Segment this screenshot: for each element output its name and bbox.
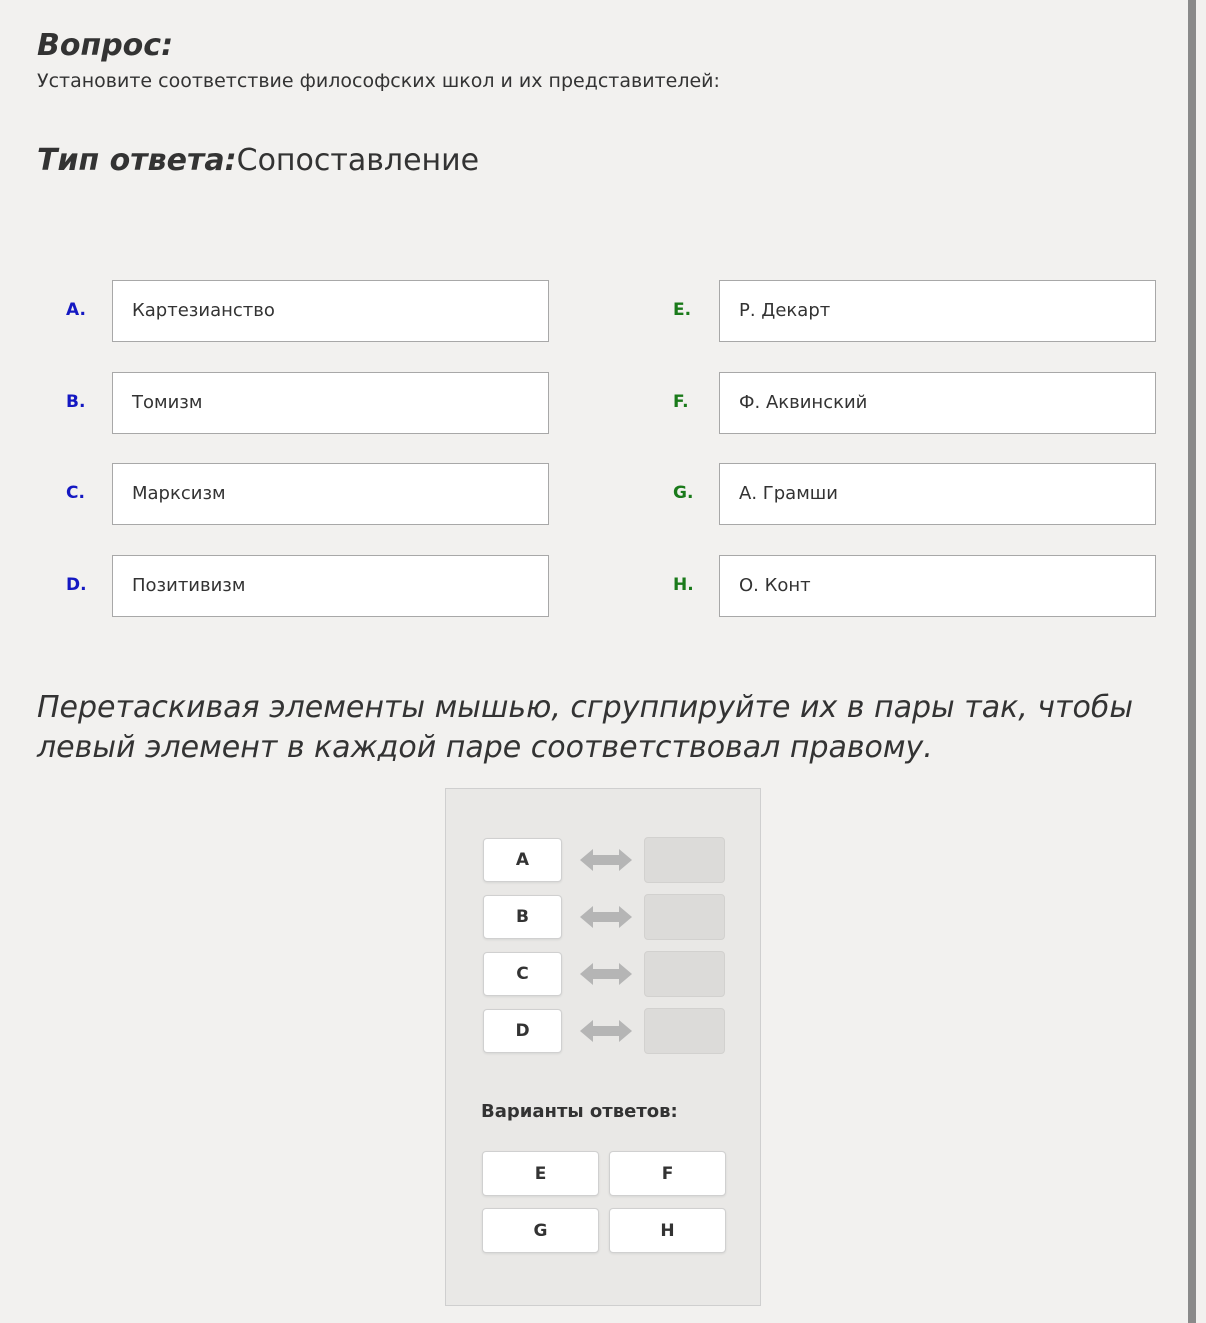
answer-type-value: Сопоставление — [236, 143, 480, 178]
option-text: Марксизм — [132, 483, 226, 504]
option-box — [719, 280, 1156, 342]
pair-drop-slot-b[interactable] — [644, 894, 725, 940]
question-heading: Вопрос: — [37, 28, 174, 63]
option-letter: A. — [66, 300, 86, 320]
answer-chip-g[interactable]: G — [482, 1208, 599, 1253]
question-text: Установите соответствие философских школ и их представителей: — [37, 70, 720, 92]
option-letter: B. — [66, 392, 86, 412]
pair-drop-slot-d[interactable] — [644, 1008, 725, 1054]
option-box — [719, 555, 1156, 617]
option-letter: D. — [66, 575, 87, 595]
answer-type-line — [37, 143, 479, 178]
pair-drop-slot-c[interactable] — [644, 951, 725, 997]
option-letter: C. — [66, 483, 85, 503]
double-arrow-icon — [580, 962, 632, 986]
option-box — [112, 555, 549, 617]
option-text: Картезианство — [132, 300, 275, 321]
option-box — [112, 372, 549, 434]
answer-chip-e[interactable]: E — [482, 1151, 599, 1196]
answers-label: Варианты ответов: — [481, 1101, 678, 1122]
option-text: А. Грамши — [739, 483, 838, 504]
option-letter: H. — [673, 575, 694, 595]
option-text: О. Конт — [739, 575, 811, 596]
option-box — [112, 463, 549, 525]
option-box — [112, 280, 549, 342]
matching-panel — [445, 788, 761, 1306]
answer-type-label: Тип ответа: — [37, 143, 237, 178]
pair-key-d[interactable]: D — [483, 1009, 562, 1053]
answer-chip-f[interactable]: F — [609, 1151, 726, 1196]
option-text: Р. Декарт — [739, 300, 831, 321]
pair-key-a[interactable]: A — [483, 838, 562, 882]
option-letter: E. — [673, 300, 692, 320]
option-text: Томизм — [132, 392, 203, 413]
option-box — [719, 372, 1156, 434]
double-arrow-icon — [580, 905, 632, 929]
answer-chip-h[interactable]: H — [609, 1208, 726, 1253]
pair-drop-slot-a[interactable] — [644, 837, 725, 883]
pair-key-b[interactable]: B — [483, 895, 562, 939]
option-letter: F. — [673, 392, 689, 412]
option-text: Ф. Аквинский — [739, 392, 868, 413]
option-text: Позитивизм — [132, 575, 246, 596]
page-scrollbar[interactable] — [1188, 0, 1196, 1323]
drag-instruction: Перетаскивая элементы мышью, сгруппируйте их в пары так, чтобы левый элемент в каждой паре соответствовал правому. — [37, 690, 1134, 765]
double-arrow-icon — [580, 1019, 632, 1043]
option-letter: G. — [673, 483, 694, 503]
option-box — [719, 463, 1156, 525]
double-arrow-icon — [580, 848, 632, 872]
pair-key-c[interactable]: C — [483, 952, 562, 996]
